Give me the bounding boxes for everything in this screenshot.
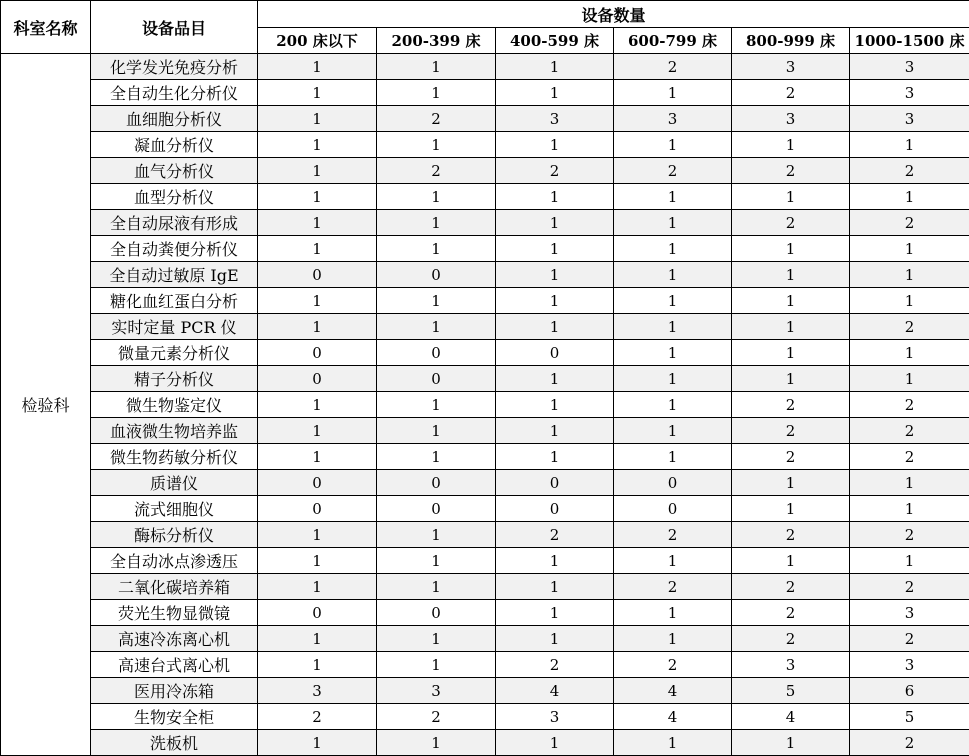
quantity-cell: 1 bbox=[258, 314, 377, 340]
quantity-cell: 1 bbox=[614, 730, 732, 756]
quantity-cell: 0 bbox=[377, 470, 496, 496]
quantity-cell: 2 bbox=[850, 418, 969, 444]
equipment-name-cell: 实时定量 PCR 仪 bbox=[91, 314, 258, 340]
quantity-cell: 2 bbox=[850, 158, 969, 184]
equipment-name-cell: 高速冷冻离心机 bbox=[91, 626, 258, 652]
quantity-cell: 3 bbox=[732, 652, 850, 678]
quantity-cell: 2 bbox=[614, 522, 732, 548]
quantity-cell: 2 bbox=[614, 652, 732, 678]
quantity-cell: 1 bbox=[258, 574, 377, 600]
quantity-cell: 2 bbox=[850, 314, 969, 340]
quantity-cell: 1 bbox=[377, 314, 496, 340]
equipment-name-cell: 全自动生化分析仪 bbox=[91, 80, 258, 106]
quantity-cell: 1 bbox=[496, 132, 614, 158]
table-row bbox=[1, 54, 969, 80]
table-row bbox=[1, 184, 969, 210]
quantity-cell: 1 bbox=[258, 54, 377, 80]
table-row bbox=[1, 262, 969, 288]
quantity-cell: 1 bbox=[377, 210, 496, 236]
quantity-cell: 2 bbox=[732, 80, 850, 106]
equipment-name-cell: 二氧化碳培养箱 bbox=[91, 574, 258, 600]
quantity-cell: 1 bbox=[496, 626, 614, 652]
quantity-cell: 2 bbox=[377, 158, 496, 184]
equipment-name-cell: 全自动冰点渗透压 bbox=[91, 548, 258, 574]
quantity-cell: 0 bbox=[496, 470, 614, 496]
quantity-cell: 2 bbox=[732, 444, 850, 470]
equipment-name-cell: 化学发光免疫分析 bbox=[91, 54, 258, 80]
quantity-cell: 1 bbox=[496, 418, 614, 444]
quantity-cell: 1 bbox=[614, 418, 732, 444]
quantity-cell: 1 bbox=[614, 314, 732, 340]
quantity-cell: 2 bbox=[732, 600, 850, 626]
quantity-cell: 1 bbox=[850, 340, 969, 366]
quantity-cell: 3 bbox=[850, 600, 969, 626]
table-row bbox=[1, 704, 969, 730]
quantity-cell: 2 bbox=[377, 106, 496, 132]
quantity-cell: 6 bbox=[850, 678, 969, 704]
quantity-cell: 3 bbox=[496, 106, 614, 132]
equipment-name-cell: 血细胞分析仪 bbox=[91, 106, 258, 132]
dept-column-header: 科室名称 bbox=[1, 1, 91, 54]
quantity-cell: 1 bbox=[258, 132, 377, 158]
quantity-cell: 1 bbox=[850, 262, 969, 288]
quantity-cell: 1 bbox=[258, 392, 377, 418]
quantity-cell: 1 bbox=[258, 652, 377, 678]
quantity-cell: 1 bbox=[850, 548, 969, 574]
quantity-cell: 2 bbox=[732, 522, 850, 548]
quantity-cell: 2 bbox=[732, 626, 850, 652]
quantity-cell: 5 bbox=[850, 704, 969, 730]
quantity-cell: 1 bbox=[732, 470, 850, 496]
quantity-cell: 0 bbox=[377, 262, 496, 288]
quantity-cell: 5 bbox=[732, 678, 850, 704]
quantity-cell: 1 bbox=[377, 54, 496, 80]
quantity-cell: 3 bbox=[258, 678, 377, 704]
table-row bbox=[1, 132, 969, 158]
equipment-name-cell: 糖化血红蛋白分析 bbox=[91, 288, 258, 314]
table-row bbox=[1, 574, 969, 600]
table-row bbox=[1, 80, 969, 106]
quantity-cell: 3 bbox=[732, 106, 850, 132]
quantity-cell: 1 bbox=[377, 132, 496, 158]
quantity-group-header: 设备数量 bbox=[258, 1, 969, 28]
quantity-cell: 0 bbox=[614, 470, 732, 496]
equipment-name-cell: 高速台式离心机 bbox=[91, 652, 258, 678]
quantity-cell: 1 bbox=[732, 262, 850, 288]
quantity-cell: 2 bbox=[614, 158, 732, 184]
quantity-cell: 3 bbox=[732, 54, 850, 80]
table-row bbox=[1, 600, 969, 626]
table-row bbox=[1, 730, 969, 756]
quantity-cell: 0 bbox=[496, 340, 614, 366]
quantity-cell: 0 bbox=[377, 366, 496, 392]
quantity-cell: 1 bbox=[850, 184, 969, 210]
equipment-name-cell: 全自动尿液有形成 bbox=[91, 210, 258, 236]
quantity-cell: 3 bbox=[496, 704, 614, 730]
quantity-cell: 1 bbox=[258, 288, 377, 314]
table-row bbox=[1, 444, 969, 470]
quantity-cell: 2 bbox=[732, 210, 850, 236]
quantity-cell: 1 bbox=[377, 444, 496, 470]
quantity-cell: 1 bbox=[732, 184, 850, 210]
quantity-cell: 3 bbox=[377, 678, 496, 704]
equipment-name-cell: 洗板机 bbox=[91, 730, 258, 756]
quantity-cell: 1 bbox=[614, 80, 732, 106]
quantity-cell: 1 bbox=[258, 184, 377, 210]
quantity-cell: 1 bbox=[496, 80, 614, 106]
table-row bbox=[1, 314, 969, 340]
quantity-cell: 1 bbox=[850, 288, 969, 314]
quantity-cell: 4 bbox=[614, 678, 732, 704]
quantity-cell: 1 bbox=[377, 522, 496, 548]
quantity-cell: 4 bbox=[732, 704, 850, 730]
quantity-cell: 1 bbox=[850, 236, 969, 262]
quantity-cell: 0 bbox=[258, 340, 377, 366]
quantity-cell: 2 bbox=[850, 392, 969, 418]
quantity-cell: 2 bbox=[850, 626, 969, 652]
quantity-cell: 1 bbox=[258, 626, 377, 652]
quantity-cell: 1 bbox=[614, 288, 732, 314]
quantity-cell: 2 bbox=[850, 730, 969, 756]
quantity-cell: 3 bbox=[850, 106, 969, 132]
quantity-cell: 0 bbox=[496, 496, 614, 522]
table-body bbox=[1, 54, 969, 756]
quantity-cell: 1 bbox=[258, 444, 377, 470]
quantity-cell: 1 bbox=[614, 184, 732, 210]
quantity-cell: 1 bbox=[496, 262, 614, 288]
quantity-cell: 1 bbox=[614, 210, 732, 236]
quantity-cell: 1 bbox=[496, 600, 614, 626]
table-row bbox=[1, 158, 969, 184]
table-row bbox=[1, 288, 969, 314]
quantity-cell: 0 bbox=[377, 340, 496, 366]
quantity-cell: 1 bbox=[496, 210, 614, 236]
quantity-cell: 1 bbox=[258, 106, 377, 132]
quantity-cell: 1 bbox=[377, 652, 496, 678]
quantity-cell: 0 bbox=[614, 496, 732, 522]
equipment-name-cell: 微量元素分析仪 bbox=[91, 340, 258, 366]
quantity-cell: 1 bbox=[377, 184, 496, 210]
bed-range-header: 400-599 床 bbox=[496, 28, 614, 54]
quantity-cell: 2 bbox=[496, 522, 614, 548]
quantity-cell: 1 bbox=[850, 366, 969, 392]
quantity-cell: 1 bbox=[850, 132, 969, 158]
quantity-cell: 1 bbox=[732, 314, 850, 340]
table-row bbox=[1, 236, 969, 262]
quantity-cell: 1 bbox=[614, 366, 732, 392]
quantity-cell: 1 bbox=[614, 262, 732, 288]
quantity-cell: 0 bbox=[258, 600, 377, 626]
table-row bbox=[1, 106, 969, 132]
equipment-name-cell: 微生物鉴定仪 bbox=[91, 392, 258, 418]
quantity-cell: 1 bbox=[496, 314, 614, 340]
table-row bbox=[1, 496, 969, 522]
equipment-name-cell: 医用冷冻箱 bbox=[91, 678, 258, 704]
quantity-cell: 1 bbox=[377, 288, 496, 314]
quantity-cell: 1 bbox=[732, 496, 850, 522]
table-row bbox=[1, 652, 969, 678]
quantity-cell: 1 bbox=[614, 236, 732, 262]
quantity-cell: 2 bbox=[614, 54, 732, 80]
table-row bbox=[1, 340, 969, 366]
quantity-cell: 1 bbox=[377, 80, 496, 106]
equipment-name-cell: 质谱仪 bbox=[91, 470, 258, 496]
equipment-name-cell: 酶标分析仪 bbox=[91, 522, 258, 548]
bed-range-header: 600-799 床 bbox=[614, 28, 732, 54]
table-row bbox=[1, 418, 969, 444]
quantity-cell: 2 bbox=[850, 444, 969, 470]
quantity-cell: 2 bbox=[732, 392, 850, 418]
equipment-name-cell: 血液微生物培养监 bbox=[91, 418, 258, 444]
bed-range-header: 1000-1500 床 bbox=[850, 28, 969, 54]
equipment-name-cell: 生物安全柜 bbox=[91, 704, 258, 730]
equipment-name-cell: 全自动粪便分析仪 bbox=[91, 236, 258, 262]
quantity-cell: 1 bbox=[732, 366, 850, 392]
quantity-cell: 1 bbox=[496, 54, 614, 80]
quantity-cell: 1 bbox=[614, 444, 732, 470]
quantity-cell: 1 bbox=[732, 730, 850, 756]
quantity-cell: 2 bbox=[732, 158, 850, 184]
quantity-cell: 1 bbox=[732, 288, 850, 314]
quantity-cell: 1 bbox=[258, 548, 377, 574]
quantity-cell: 1 bbox=[496, 288, 614, 314]
quantity-cell: 1 bbox=[850, 496, 969, 522]
equipment-name-cell: 精子分析仪 bbox=[91, 366, 258, 392]
quantity-cell: 2 bbox=[614, 574, 732, 600]
table-row bbox=[1, 548, 969, 574]
equipment-name-cell: 全自动过敏原 IgE bbox=[91, 262, 258, 288]
quantity-cell: 1 bbox=[258, 522, 377, 548]
table-row bbox=[1, 626, 969, 652]
quantity-cell: 1 bbox=[614, 392, 732, 418]
table-row bbox=[1, 392, 969, 418]
quantity-cell: 0 bbox=[258, 470, 377, 496]
equipment-name-cell: 流式细胞仪 bbox=[91, 496, 258, 522]
quantity-cell: 1 bbox=[614, 626, 732, 652]
quantity-cell: 1 bbox=[614, 600, 732, 626]
quantity-cell: 1 bbox=[258, 158, 377, 184]
quantity-cell: 1 bbox=[496, 574, 614, 600]
equipment-name-cell: 血气分析仪 bbox=[91, 158, 258, 184]
quantity-cell: 1 bbox=[496, 236, 614, 262]
quantity-cell: 2 bbox=[377, 704, 496, 730]
quantity-cell: 4 bbox=[614, 704, 732, 730]
equipment-name-cell: 微生物药敏分析仪 bbox=[91, 444, 258, 470]
quantity-cell: 3 bbox=[850, 652, 969, 678]
equipment-name-cell: 凝血分析仪 bbox=[91, 132, 258, 158]
quantity-cell: 1 bbox=[732, 236, 850, 262]
bed-range-header: 800-999 床 bbox=[732, 28, 850, 54]
quantity-cell: 1 bbox=[258, 418, 377, 444]
quantity-cell: 1 bbox=[496, 184, 614, 210]
quantity-cell: 0 bbox=[258, 366, 377, 392]
quantity-cell: 1 bbox=[258, 236, 377, 262]
quantity-cell: 0 bbox=[258, 496, 377, 522]
quantity-cell: 2 bbox=[850, 522, 969, 548]
bed-range-header: 200-399 床 bbox=[377, 28, 496, 54]
quantity-cell: 4 bbox=[496, 678, 614, 704]
quantity-cell: 2 bbox=[850, 574, 969, 600]
table-row bbox=[1, 210, 969, 236]
quantity-cell: 1 bbox=[496, 444, 614, 470]
table-row bbox=[1, 678, 969, 704]
quantity-cell: 2 bbox=[850, 210, 969, 236]
quantity-cell: 3 bbox=[614, 106, 732, 132]
quantity-cell: 2 bbox=[496, 158, 614, 184]
quantity-cell: 0 bbox=[377, 600, 496, 626]
quantity-cell: 1 bbox=[614, 548, 732, 574]
quantity-cell: 1 bbox=[377, 626, 496, 652]
table-row bbox=[1, 470, 969, 496]
equipment-name-cell: 荧光生物显微镜 bbox=[91, 600, 258, 626]
quantity-cell: 3 bbox=[850, 54, 969, 80]
quantity-cell: 1 bbox=[732, 132, 850, 158]
quantity-cell: 1 bbox=[496, 548, 614, 574]
quantity-cell: 1 bbox=[850, 470, 969, 496]
quantity-cell: 2 bbox=[258, 704, 377, 730]
bed-range-header: 200 床以下 bbox=[258, 28, 377, 54]
quantity-cell: 1 bbox=[377, 574, 496, 600]
equipment-name-cell: 血型分析仪 bbox=[91, 184, 258, 210]
department-cell: 检验科 bbox=[1, 54, 91, 756]
quantity-cell: 1 bbox=[258, 80, 377, 106]
table-row bbox=[1, 522, 969, 548]
quantity-cell: 2 bbox=[732, 418, 850, 444]
quantity-cell: 0 bbox=[377, 496, 496, 522]
quantity-cell: 1 bbox=[258, 730, 377, 756]
quantity-cell: 1 bbox=[496, 392, 614, 418]
quantity-cell: 1 bbox=[496, 730, 614, 756]
quantity-cell: 1 bbox=[377, 730, 496, 756]
quantity-cell: 1 bbox=[377, 418, 496, 444]
quantity-cell: 1 bbox=[258, 210, 377, 236]
quantity-cell: 1 bbox=[377, 548, 496, 574]
quantity-cell: 1 bbox=[732, 548, 850, 574]
quantity-cell: 1 bbox=[377, 392, 496, 418]
quantity-cell: 3 bbox=[850, 80, 969, 106]
quantity-cell: 1 bbox=[496, 366, 614, 392]
quantity-cell: 2 bbox=[496, 652, 614, 678]
table-row bbox=[1, 366, 969, 392]
item-column-header: 设备品目 bbox=[91, 1, 258, 54]
quantity-cell: 2 bbox=[732, 574, 850, 600]
quantity-cell: 1 bbox=[614, 132, 732, 158]
quantity-cell: 1 bbox=[377, 236, 496, 262]
quantity-cell: 1 bbox=[732, 340, 850, 366]
quantity-cell: 0 bbox=[258, 262, 377, 288]
quantity-cell: 1 bbox=[614, 340, 732, 366]
